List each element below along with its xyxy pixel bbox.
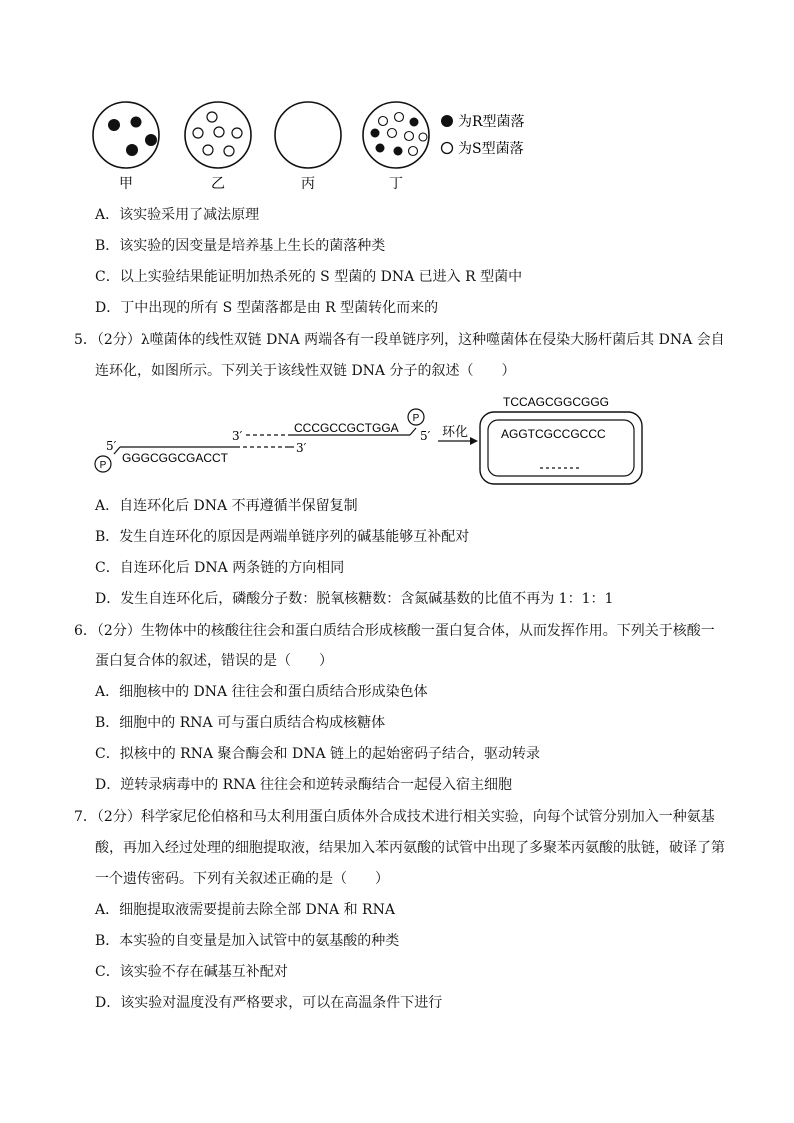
s-colony xyxy=(224,146,234,156)
prime3-top: 3′ xyxy=(232,429,243,443)
s-colony xyxy=(207,112,217,122)
ring-inner-sequence: AGGTCGCCGCCC xyxy=(501,427,606,441)
s-colony xyxy=(232,128,242,138)
legend-s-text: 为S型菌落 xyxy=(458,141,524,157)
q5-stem: 5．（2分）λ噬菌体的线性双链 DNA 两端各有一段单链序列，这种噬菌体在侵染大肠杆菌后其 DNA 会自 xyxy=(74,332,725,348)
dish-ding xyxy=(363,102,429,168)
r-colony xyxy=(371,129,380,138)
dish-label-ding: 丁 xyxy=(389,176,403,192)
legend-s-marker xyxy=(442,143,453,154)
dish-bing xyxy=(275,102,341,168)
petri-dish-figure xyxy=(90,100,550,196)
dish-jia xyxy=(93,102,159,168)
ring-outer-sequence: TCCAGCGGCGGG xyxy=(503,395,610,409)
q6-option-b: B．细胞中的 RNA 可与蛋白质结合构成核糖体 xyxy=(95,715,386,731)
legend-r-marker xyxy=(441,115,453,127)
prime5-left: 5′ xyxy=(106,439,117,453)
q6-option-d: D．逆转录病毒中的 RNA 往往会和逆转录酶结合一起侵入宿主细胞 xyxy=(95,777,513,793)
q7-option-c: C．该实验不存在碱基互补配对 xyxy=(95,964,288,980)
dish-label-yi: 乙 xyxy=(211,176,225,192)
r-colony xyxy=(410,118,419,127)
s-colony xyxy=(193,128,203,138)
s-colony xyxy=(379,117,388,126)
s-colony xyxy=(395,113,404,122)
q7-stem-cont-1: 酸，再加入经过处理的细胞提取液，结果加入苯丙氨酸的试管中出现了多聚苯丙氨酸的肽链，破译了第 xyxy=(95,840,725,856)
prime3-bottom: 3′ xyxy=(296,441,307,455)
s-colony xyxy=(419,133,427,141)
dish-yi xyxy=(185,102,251,168)
r-colony xyxy=(126,144,138,156)
ring-outer xyxy=(480,412,642,484)
s-colony xyxy=(405,132,414,141)
q6-stem: 6．（2分）生物体中的核酸往往会和蛋白质结合形成核酸一蛋白复合体，从而发挥作用。下列关于核酸一 xyxy=(74,623,715,639)
svg-text:P: P xyxy=(412,413,420,424)
legend-r-text: 为R型菌落 xyxy=(458,114,525,130)
top-sequence: CCCGCCGCTGGA xyxy=(294,421,399,435)
arrow-label: 环化 xyxy=(442,425,469,440)
prime5-right: 5′ xyxy=(420,429,431,443)
q6-option-a: A．细胞核中的 DNA 往往会和蛋白质结合形成染色体 xyxy=(95,684,428,700)
q7-option-d: D．该实验对温度没有严格要求，可以在高温条件下进行 xyxy=(95,995,443,1011)
q6-stem-cont: 蛋白复合体的叙述，错误的是（ ） xyxy=(95,653,333,669)
q7-option-a: A．细胞提取液需要提前去除全部 DNA 和 RNA xyxy=(95,902,395,918)
q5-stem-cont: 连环化，如图所示。下列关于该线性双链 DNA 分子的叙述（ ） xyxy=(95,363,516,379)
s-colony xyxy=(214,127,224,137)
q4-option-c: C．以上实验结果能证明加热杀死的 S 型菌的 DNA 已进入 R 型菌中 xyxy=(95,269,523,285)
q5-option-c: C．自连环化后 DNA 两条链的方向相同 xyxy=(95,560,345,576)
q4-option-b: B．该实验的因变量是培养基上生长的菌落种类 xyxy=(95,238,386,254)
r-colony xyxy=(145,134,157,146)
q5-option-d: D．发生自连环化后，磷酸分子数：脱氧核糖数：含氮碱基数的比值不再为 1：1：1 xyxy=(95,591,614,607)
q4-option-a: A．该实验采用了减法原理 xyxy=(95,207,260,223)
q5-option-b: B．发生自连环化的原因是两端单链序列的碱基能够互补配对 xyxy=(95,529,470,545)
s-colony xyxy=(388,129,397,138)
r-colony xyxy=(394,147,403,156)
r-colony xyxy=(108,119,120,131)
q7-stem: 7．（2分）科学家尼伦伯格和马太利用蛋白质体外合成技术进行相关实验，向每个试管分别加入一种氨基 xyxy=(74,809,715,825)
dish-label-jia: 甲 xyxy=(119,176,133,192)
s-colony xyxy=(409,147,418,156)
svg-text:P: P xyxy=(99,460,107,471)
r-colony xyxy=(376,144,385,153)
q6-option-c: C．拟核中的 RNA 聚合酶会和 DNA 链上的起始密码子结合，驱动转录 xyxy=(95,746,540,762)
s-colony xyxy=(203,145,213,155)
dna-cyclization-figure xyxy=(90,392,650,487)
q7-stem-cont-2: 一个遗传密码。下列有关叙述正确的是（ ） xyxy=(95,871,389,887)
r-colony xyxy=(131,117,142,128)
q7-option-b: B．本实验的自变量是加入试管中的氨基酸的种类 xyxy=(95,933,400,949)
q5-option-a: A．自连环化后 DNA 不再遵循半保留复制 xyxy=(95,498,358,514)
q4-option-d: D．丁中出现的所有 S 型菌落都是由 R 型菌转化而来的 xyxy=(95,300,439,316)
dish-label-bing: 丙 xyxy=(301,176,315,192)
bottom-sequence: GGGCGGCGACCT xyxy=(122,451,229,465)
